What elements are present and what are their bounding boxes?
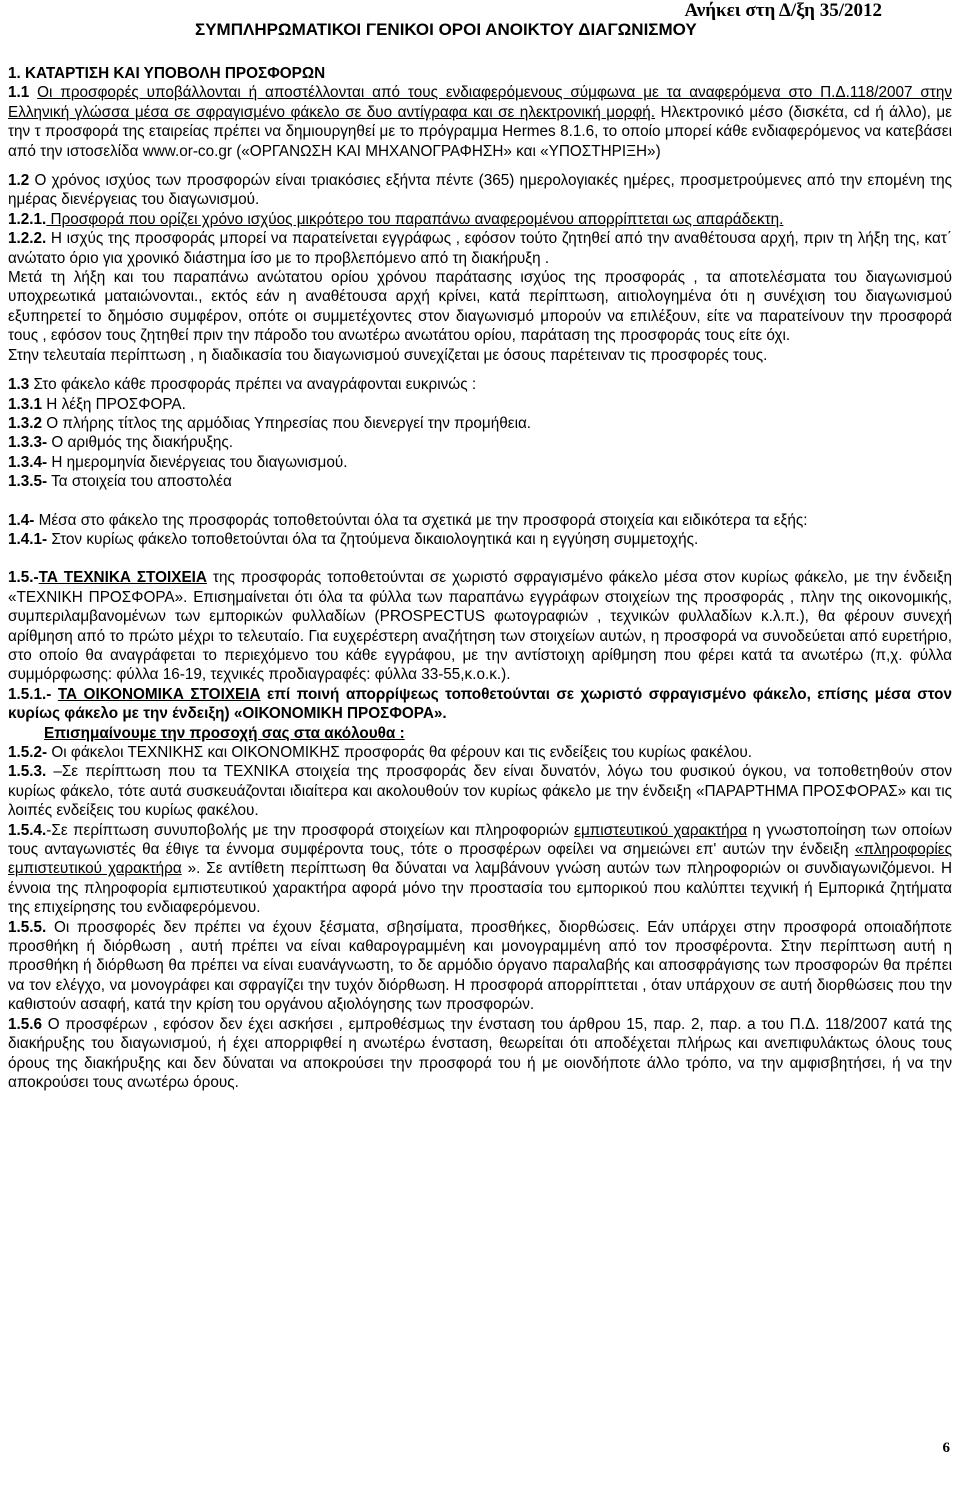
clause-number: 1.5.2- [8, 744, 48, 761]
paragraph-1-5 [8, 568, 952, 684]
underlined-text: «πληροφορίες εμπιστευτικού χαρακτήρα [8, 841, 952, 878]
clause-number: 1.5.3. [8, 763, 47, 781]
attention-note: Επισημαίνουμε την προσοχή σας στα ακόλουθα : [44, 724, 405, 742]
paragraph-text: Η ισχύς της προσφοράς μπορεί να παρατείνεται εγγράφως , εφόσον τούτο ζητηθεί από την αναθέτουσα αρχή, πριν τη λήξη της, κατ΄ ανώτατο όριο για χρονικό διάστημα ίσο με το προβλεπόμενο από τη διακήρυξη . [8, 230, 952, 267]
paragraph-1-5-2 [8, 743, 952, 762]
paragraph-text: Στο φάκελο κάθε προσφοράς πρέπει να αναγράφονται ευκρινώς : [29, 376, 477, 394]
paragraph-1-2-2-last: Στην τελευταία περίπτωση , η διαδικασία του διαγωνισμού συνεχίζεται με όσους παρέτειναν τις προσφορές τους. [8, 346, 768, 364]
list-item-1-3-4 [8, 453, 952, 472]
paragraph-text: Οι φάκελοι ΤΕΧΝΙΚΗΣ και ΟΙΚΟΝΟΜΙΚΗΣ προσφοράς θα φέρουν και τις ενδείξεις του κυρίως φακέλου. [47, 744, 752, 761]
clause-number: 1.2.1. [8, 210, 47, 228]
paragraph-text: Ο χρόνος ισχύος των προσφορών είναι τριακόσιες εξήντα πέντε (365) ημερολογιακές ημέρες, προσμετρούμενες από την επομένη της ημέρας διενέργειας του διαγωνισμού. [8, 172, 952, 209]
paragraph-text: η γνωστοποίηση των οποίων τους ανταγωνιστές θα έθιγε τα έννομα συμφέροντα τους, τότε ο προσφέρων οφείλει να σημειώνει επ' αυτών την ένδειξη [8, 821, 952, 859]
header-title: ΣΥΜΠΛΗΡΩΜΑΤΙΚΟΙ ΓΕΝΙΚΟΙ ΟΡΟΙ ΑΝΟΙΚΤΟΥ ΔΙΑΓΩΝΙΣΜΟΥ [195, 20, 697, 39]
paragraph-1-5-3 [8, 762, 952, 820]
paragraph-text: Η ημερομηνία διενέργειας του διαγωνισμού. [47, 453, 348, 471]
clause-number: 1.3.4- [8, 453, 48, 471]
paragraph-text: Μέσα στο φάκελο της προσφοράς τοποθετούνται όλα τα σχετικά με την προσφορά στοιχεία και ειδικότερα τα εξής: [34, 511, 808, 529]
paragraph-1-2-1 [8, 210, 952, 229]
paragraph-text: –Σε περίπτωση που τα ΤΕΧΝΙΚΑ στοιχεία της προσφοράς δεν είναι δυνατόν, λόγω του φυσικού όγκου, να τοποθετηθούν στον κυρίως φάκελο, τότε αυτά συσκευάζονται ιδιαίτερα και ακολουθούν τον κυρίως φάκελο με την ένδειξη «ΠΑΡΑΡΤΗΜΑ ΠΡΟΣΦΟΡΑΣ» και τις λοιπές ενδείξεις του κυρίως φακέλου. [8, 763, 952, 820]
paragraph-1-2 [8, 171, 952, 210]
paragraph-text: Η λέξη ΠΡΟΣΦΟΡΑ. [42, 395, 186, 413]
clause-number: 1.3.1 [8, 395, 43, 413]
paragraph-text: Τα στοιχεία του αποστολέα [47, 473, 232, 491]
clause-number: 1.3.5- [8, 473, 48, 491]
page-number: 6 [942, 1440, 950, 1456]
clause-number: 1.5.5. [8, 918, 47, 936]
paragraph-text: Στον κυρίως φάκελο τοποθετούνται όλα τα ζητούμενα δικαιολογητικά και η εγγύηση συμμετοχής. [47, 530, 699, 548]
paragraph-text: Οι προσφορές δεν πρέπει να έχουν ξέσματα, σβησίματα, προσθήκες, διορθώσεις. Εάν υπάρχει στην προσφορά οποιαδήποτε προσθήκη ή διόρθωση , αυτή πρέπει να είναι καθαρογραμμένη και μονογραμμένη από τον προσφέροντα. Στην περίπτωση αυτή η προσθήκη ή διόρθωση θα πρέπει να είναι ευανάγνωστη, το δε αρμόδιο όργανο παραλαβής και αποσφράγισης των προσφορών θα πρέπει να τον ελέγχο, να μονογράφει και σφραγίζει την τυχόν διόρθωση. Η προσφορά απορρίπτεται , όταν υπάρχουν σε αυτή διορθώσεις που την καθιστούν ασαφή, κατά την κρίση του οργάνου αξιολόγησης των προσφορών. [8, 918, 952, 1014]
clause-number: 1.3.2 [8, 414, 43, 432]
paragraph-text: Ο πλήρης τίτλος της αρμόδιας Υπηρεσίας που διενεργεί την προμήθεια. [42, 414, 532, 432]
list-item-1-3-2 [8, 414, 952, 433]
clause-number: 1.4.1- [8, 530, 48, 548]
paragraph-1-1 [8, 83, 952, 161]
paragraph-1-4-1 [8, 530, 952, 549]
clause-number: 1.5.- [8, 569, 39, 587]
underlined-text: Προσφορά που ορίζει χρόνο ισχύος μικρότερο του παραπάνω αναφερομένου απορρίπτεται ως απαράδεκτη. [46, 210, 784, 228]
document-body [8, 64, 952, 1092]
section-heading: 1. ΚΑΤΑΡΤΙΣΗ ΚΑΙ ΥΠΟΒΟΛΗ ΠΡΟΣΦΟΡΩΝ [8, 65, 326, 82]
paragraph-text: επί ποινή απορρίψεως τοποθετούνται σε χωριστό σφραγισμένο φάκελο, επίσης μέσα στον κυρίως φάκελο με την ένδειξη) «ΟΙΚΟΝΟΜΙΚΗ ΠΡΟΣΦΟΡΑ». [8, 685, 953, 723]
underlined-text: εμπιστευτικού χαρακτήρα [574, 821, 748, 839]
paragraph-1-3 [8, 375, 952, 394]
header-reference: Ανήκει στη Δ/ξη 35/2012 [684, 0, 882, 21]
clause-number: 1.2.2. [8, 230, 47, 248]
paragraph-text: Ο προσφέρων , εφόσον δεν έχει ασκήσει , εμπροθέσμως την ένσταση του άρθρου 15, παρ. 2, παρ. a του Π.Δ. 118/2007 κατά της διακήρυξης του διαγωνισμού, ή έχει απορριφθεί η ανωτέρω ένσταση, θεωρείται ότι αποδέχεται πλήρως και ανεπιφυλάκτως όλους τους όρους της διακήρυξης και δεν δύναται να αποκρούσει την προσφορά του ή με οιονδήποτε άλλο τρόπο, να την αμφισβητήσει, ή να την αποκρούσει τους ανωτέρω όρους. [8, 1015, 952, 1091]
list-item-1-3-3 [8, 433, 952, 452]
paragraph-1-5-5 [8, 918, 952, 1015]
underlined-text: Οι προσφορές υποβάλλονται ή αποστέλλονται από τους ενδιαφερόμενους σύμφωνα με τα αναφερόμενα στο Π.Δ.118/2007 στην Ελληνική γλώσσα μέσα σε σφραγισμένο φάκελο σε δυο αντίγραφα και σε ηλεκτρονική μορφή. [8, 84, 953, 121]
clause-number: 1.2 [8, 172, 30, 190]
clause-number: 1.5.6 [8, 1015, 43, 1033]
paragraph-1-2-2 [8, 229, 952, 268]
list-item-1-3-5 [8, 472, 952, 491]
paragraph-text: Ηλεκτρονικό μέσο (δισκέτα, cd ή άλλο), με την τ προσφορά της εταιρείας πρέπει να δημιουργηθεί με το πρόγραμμα Hermes 8.1.6, το οποίο μπορεί κάθε ενδιαφερόμενος να κατεβάσει από την ιστοσελίδα www.or-co.gr («ΟΡΓΑΝΩΣΗ ΚΑΙ ΜΗΧΑΝΟΓΡΑΦΗΣΗ» και «ΥΠΟΣΤΗΡΙΞΗ») [8, 103, 952, 160]
paragraph-text: -Σε περίπτωση συνυποβολής με την προσφορά στοιχείων και πληροφοριών [46, 821, 575, 839]
list-item-1-3-1 [8, 395, 952, 414]
paragraph-1-2-2-continued: Μετά τη λήξη και του παραπάνω ανώτατου ορίου χρόνου παράτασης ισχύος της προσφοράς , τα αποτελέσματα του διαγωνισμού υποχρεωτικά ματαιώνονται., εκτός εάν η αναθέτουσα αρχή κρίνει, κατά περίπτωση, αιτιολογημένα ότι η συνέχιση του διαγωνισμού εξυπηρετεί το δημόσιο συμφέρον, οπότε οι συμμετέχοντες στον διαγωνισμό μπορούν να επιλέξουν, είτε να παρατείνουν την προσφορά τους , εφόσον τους ζητηθεί πριν την πάροδο του ανωτέρω ανωτάτου ορίου, παράταση της προσφοράς τους είτε όχι. [8, 269, 952, 345]
clause-number: 1.1 [8, 84, 30, 102]
paragraph-1-5-1 [8, 685, 952, 724]
paragraph-text: της προσφοράς τοποθετούνται σε χωριστό σφραγισμένο φάκελο μέσα στον κυρίως φάκελο, με την ένδειξη «ΤΕΧΝΙΚΗ ΠΡΟΣΦΟΡΑ». Επισημαίνεται ότι όλα τα φύλλα των παραπάνω εγγράφων στοιχείων της προσφοράς , πλην της οικονομικής, συμπεριλαμβανομένων των εμπορικών φυλλαδίων (PROSPECTUS φωτογραφιών , τεχνικών φυλλαδίων κ.λ.π.), θα φέρουν συνεχή αρίθμηση από το πρώτο μέχρι το τελευταίο. Για ευχερέστερη αναζήτηση των στοιχείων αυτών, η προσφορά να συνοδεύεται από ευρετήριο, στο οποίο θα αναγράφεται το περιεχόμενο του κάθε εγγράφου, με την αντίστοιχη αρίθμηση που φέρει κατά τα ανωτέρω (π,χ. φύλλα συμμόρφωσης: φύλλα 16-19, τεχνικές προδιαγραφές: φύλλα 33-55,κ.ο.κ.). [8, 569, 952, 684]
underlined-heading: ΤΑ ΤΕΧΝΙΚΑ ΣΤΟΙΧΕΙΑ [38, 569, 207, 587]
underlined-heading: ΤΑ ΟΙΚΟΝΟΜΙΚΑ ΣΤΟΙΧΕΙΑ [57, 685, 261, 703]
clause-number: 1.3 [8, 376, 30, 394]
paragraph-1-4 [8, 511, 952, 530]
paragraph-text: ». Σε αντίθετη περίπτωση θα δύναται να λαμβάνουν γνώση αυτών των πληροφοριών οι συνδιαγωνιζόμενοι. Η έννοια της πληροφορία εμπιστευτικού χαρακτήρα αφορά μόνο την προστασία του εμπορικού που καλύπτει τεχνική ή Εμπορικά ζητήματα της επιχείρησης του ενδιαφερόμενου. [8, 860, 952, 917]
clause-number: 1.3.3- [8, 434, 48, 452]
paragraph-1-5-4 [8, 821, 952, 918]
clause-number: 1.4- [8, 511, 35, 529]
clause-number: 1.5.1.- [8, 685, 52, 703]
paragraph-text: Ο αριθμός της διακήρυξης. [47, 434, 234, 452]
paragraph-1-5-6 [8, 1015, 952, 1093]
clause-number: 1.5.4. [8, 821, 47, 839]
